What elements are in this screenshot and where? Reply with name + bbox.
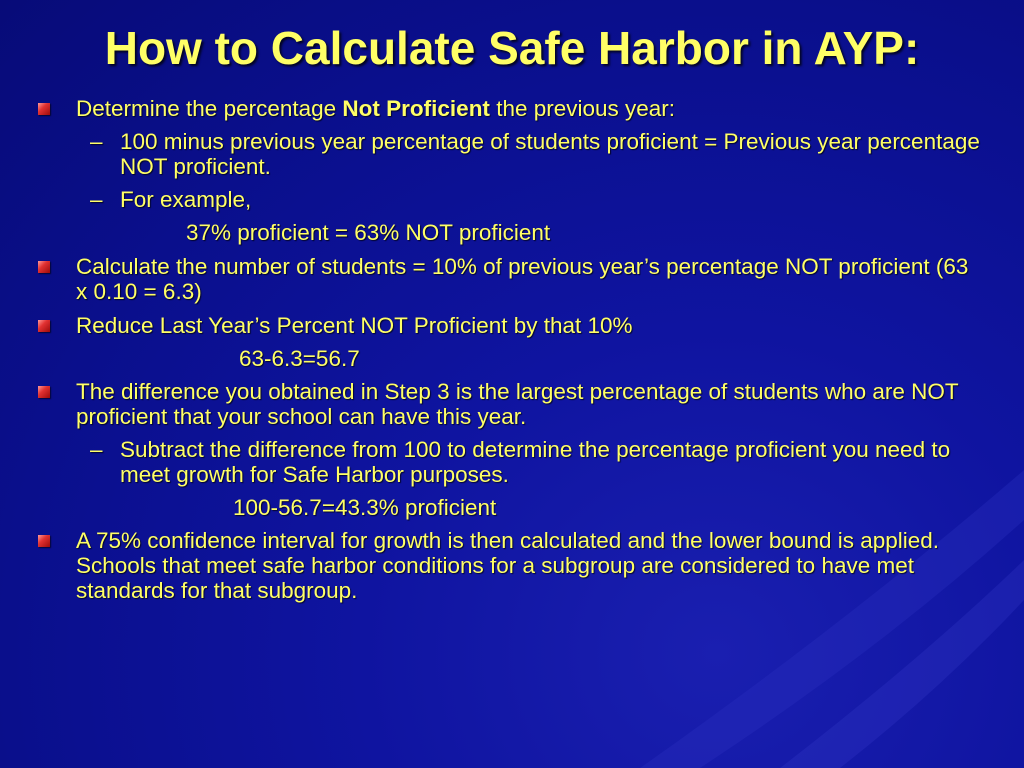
bullet-item xyxy=(0,379,1024,429)
bullet-item xyxy=(0,96,1024,121)
sub-bullet-item xyxy=(0,129,1024,179)
dash-bullet-icon: – xyxy=(90,187,103,212)
sub-bullet-text: 100 minus previous year percentage of students proficient = Previous year percentage NOT proficient. xyxy=(120,129,980,179)
bullet-text: Reduce Last Year’s Percent NOT Proficient by that 10% xyxy=(76,313,633,338)
bullet-text-part: Determine the percentage xyxy=(76,96,343,121)
calculation-note xyxy=(0,346,1024,371)
bullet-text: The difference you obtained in Step 3 is the largest percentage of students who are NOT proficient that your school can have this year. xyxy=(76,379,959,429)
bullet-item xyxy=(0,254,1024,304)
dash-bullet-icon: – xyxy=(90,129,103,154)
dash-bullet-icon: – xyxy=(90,437,103,462)
bullet-text: Calculate the number of students = 10% of previous year’s percentage NOT proficient (63 x 0.10 = 6.3) xyxy=(76,254,969,304)
slide-content xyxy=(0,96,1024,603)
calculation-note xyxy=(0,495,1024,520)
sub-bullet-text: For example, xyxy=(120,187,252,212)
bold-text: Not Proficient xyxy=(342,96,490,121)
example-note xyxy=(0,220,1024,245)
square-bullet-icon xyxy=(38,320,50,332)
bullet-item xyxy=(0,528,1024,603)
calculation-note-text: 100-56.7=43.3% proficient xyxy=(233,495,497,520)
square-bullet-icon xyxy=(38,386,50,398)
bullet-text: A 75% confidence interval for growth is then calculated and the lower bound is applied. Schools that meet safe harbor conditions for a subgroup are considered to have met standards for that subgroup. xyxy=(76,528,940,603)
example-note-text: 37% proficient = 63% NOT proficient xyxy=(186,220,551,245)
sub-bullet-item xyxy=(0,437,1024,487)
bullet-text xyxy=(0,96,1024,121)
square-bullet-icon xyxy=(38,535,50,547)
bullet-item xyxy=(0,313,1024,338)
square-bullet-icon xyxy=(38,261,50,273)
sub-bullet-text: Subtract the difference from 100 to determine the percentage proficient you need to meet growth for Safe Harbor purposes. xyxy=(120,437,951,487)
calculation-note-text: 63-6.3=56.7 xyxy=(239,346,360,371)
sub-bullet-item xyxy=(0,187,1024,212)
bullet-text-part: the previous year: xyxy=(489,96,676,121)
square-bullet-icon xyxy=(38,103,50,115)
slide-title: How to Calculate Safe Harbor in AYP: xyxy=(104,22,920,74)
